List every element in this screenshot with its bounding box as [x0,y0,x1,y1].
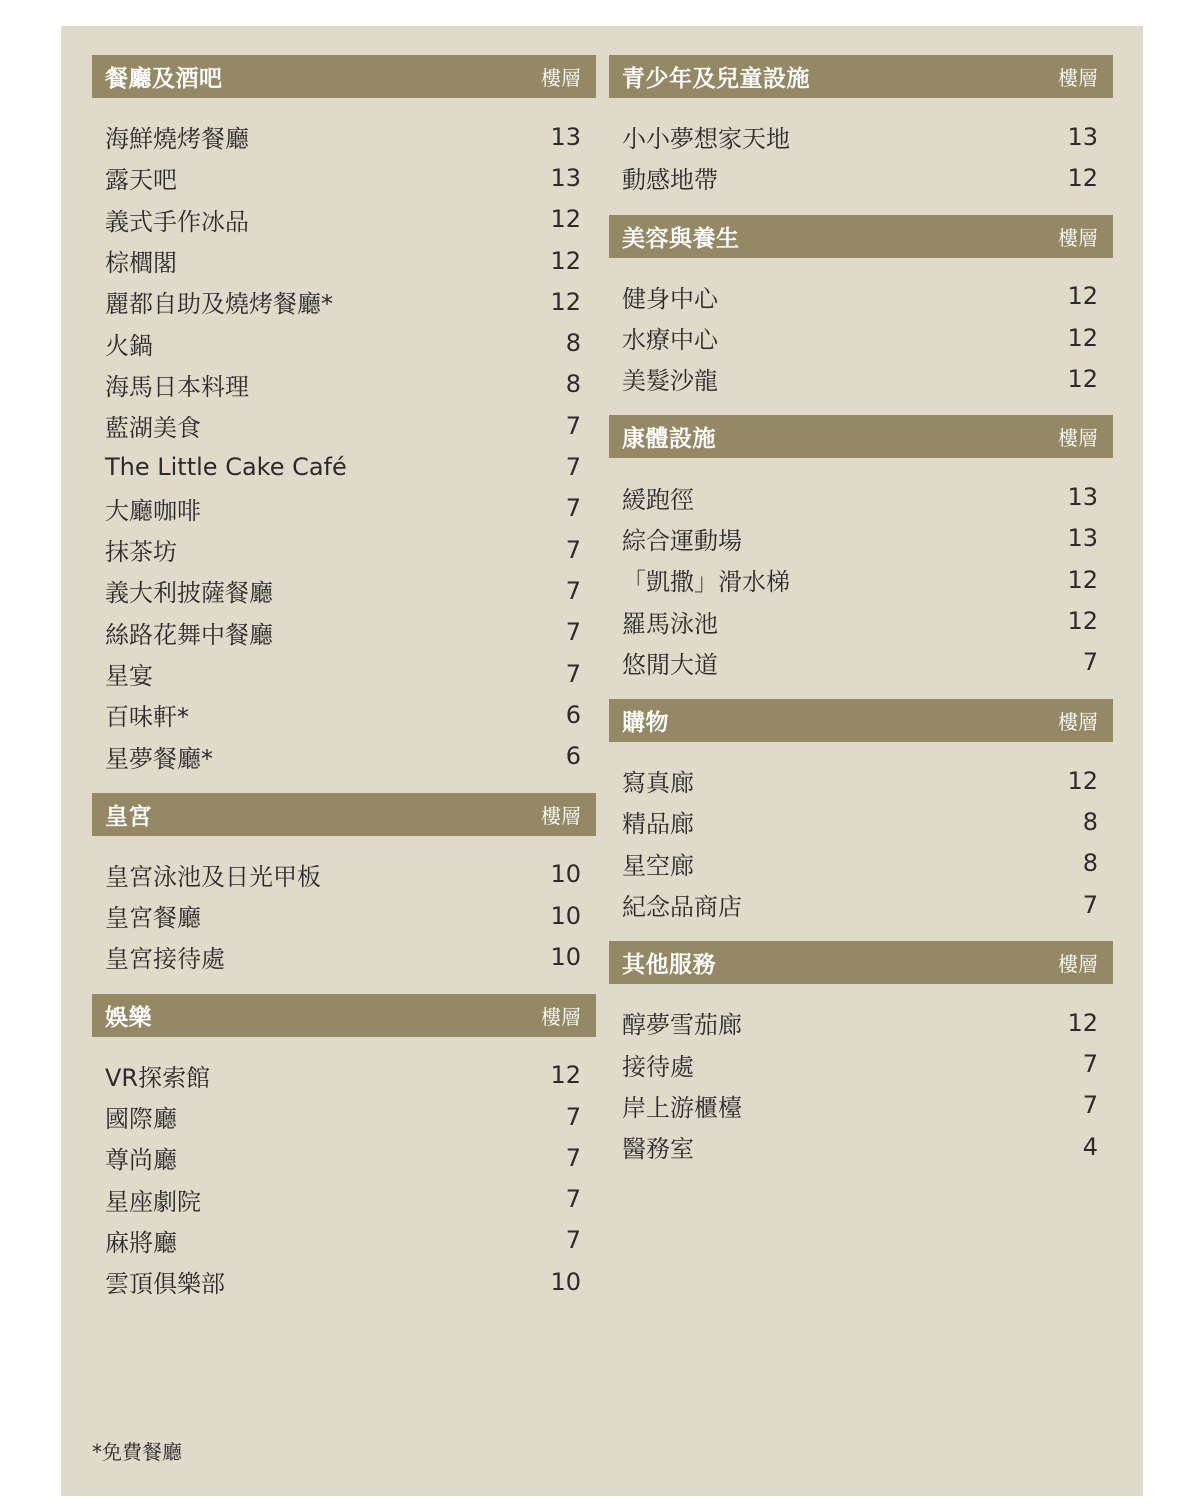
item-name: 綜合運動場 [622,526,742,555]
item-floor: 7 [565,535,581,564]
item-floor: 12 [550,1061,581,1090]
item-name: 絲路花舞中餐廳 [105,620,273,649]
item-floor: 7 [565,618,581,647]
floor-column-label: 樓層 [541,803,581,828]
item-floor: 12 [1067,766,1098,795]
list-item [105,446,581,487]
item-floor: 7 [1082,1050,1098,1079]
item-name: 麗都自助及燒烤餐廳* [105,290,333,319]
item-floor: 12 [1067,565,1098,594]
item-name: 百味軒* [105,703,189,732]
list-item [622,884,1098,925]
list-item [105,1096,581,1137]
list-item [622,157,1098,198]
item-name: 麻將廳 [105,1228,177,1257]
list-item [105,854,581,895]
floor-column-label: 樓層 [1058,426,1098,451]
item-floor: 12 [550,205,581,234]
item-floor: 10 [550,942,581,971]
item-name: 星夢餐廳* [105,744,213,773]
item-name: 雲頂俱樂部 [105,1270,225,1299]
list-item [105,895,581,936]
section-header [609,215,1113,258]
list-item [105,199,581,240]
list-item [105,1261,581,1302]
item-floor: 7 [565,1143,581,1172]
left-section-0 [92,55,596,777]
item-floor: 7 [565,494,581,523]
item-floor: 13 [1067,122,1098,151]
item-name: 醇夢雪茄廊 [622,1011,742,1040]
item-floor: 7 [565,659,581,688]
section-header [609,55,1113,98]
list-item [622,1085,1098,1126]
item-name: 星宴 [105,662,153,690]
right-column [609,55,1113,1183]
item-list [609,458,1113,682]
list-item [622,642,1098,683]
item-floor: 7 [565,453,581,482]
list-item [105,281,581,322]
section-header [92,994,596,1037]
floor-column-label: 樓層 [1058,952,1098,977]
list-item [622,358,1098,399]
item-floor: 6 [565,700,581,729]
list-item [105,529,581,570]
list-item [622,317,1098,358]
section-header [609,941,1113,984]
list-item [622,600,1098,641]
item-name: VR探索館 [105,1063,211,1092]
item-name: 美髮沙龍 [622,367,718,396]
right-section-0 [609,55,1113,199]
right-section-4 [609,941,1113,1167]
item-floor: 12 [1067,1008,1098,1037]
right-section-2 [609,415,1113,682]
list-item [622,116,1098,157]
item-name: 義式手作冰品 [105,207,249,236]
item-name: 火鍋 [105,331,153,360]
list-item [622,276,1098,317]
item-name: 動感地帶 [622,166,718,195]
item-name: 義大利披薩餐廳 [105,579,273,608]
list-item [622,760,1098,801]
list-item [105,570,581,611]
item-name: 小小夢想家天地 [622,125,790,154]
item-floor: 13 [1067,483,1098,512]
directory-panel [61,26,1143,1496]
item-name: 皇宮泳池及日光甲板 [105,862,321,891]
list-item [105,1055,581,1096]
item-name: 岸上游櫃檯 [622,1093,742,1122]
list-item [622,518,1098,559]
item-name: 接待處 [622,1052,694,1081]
list-item [105,364,581,405]
item-floor: 12 [1067,323,1098,352]
floor-column-label: 樓層 [1058,66,1098,90]
item-name: 抹茶坊 [105,538,177,567]
list-item [105,116,581,157]
item-name: 棕櫚閣 [105,249,177,278]
item-name: The Little Cake Café [105,453,347,482]
item-floor: 6 [565,742,581,771]
item-list [92,1037,596,1303]
floor-column-label: 樓層 [1058,709,1098,734]
list-item [622,476,1098,517]
item-name: 寫真廊 [622,769,694,798]
section-title: 其他服務 [622,952,716,979]
section-title: 購物 [622,709,669,736]
item-floor: 7 [565,411,581,440]
item-floor: 12 [550,246,581,275]
section-header [92,55,596,98]
item-name: 皇宮餐廳 [105,904,201,933]
item-floor: 12 [1067,282,1098,311]
item-name: 悠閒大道 [622,650,718,679]
item-list [609,258,1113,400]
list-item [105,936,581,977]
floor-column-label: 樓層 [541,1004,581,1029]
footnote: *免費餐廳 [92,1440,182,1464]
section-title: 青少年及兒童設施 [622,66,810,92]
list-item [105,694,581,735]
section-title: 娛樂 [105,1004,152,1031]
item-name: 藍湖美食 [105,414,201,443]
list-item [105,653,581,694]
floor-column-label: 樓層 [541,66,581,90]
section-header [609,415,1113,458]
section-title: 美容與養生 [622,225,740,252]
item-floor: 13 [550,163,581,192]
item-name: 海鮮燒烤餐廳 [105,125,249,154]
list-item [622,1126,1098,1167]
item-name: 國際廳 [105,1105,177,1134]
list-item [105,157,581,198]
list-item [105,322,581,363]
left-column [92,55,596,1318]
item-list [92,98,596,777]
item-floor: 7 [1082,1091,1098,1120]
item-list [609,984,1113,1167]
list-item [105,240,581,281]
left-section-2 [92,994,596,1303]
item-floor: 12 [1067,607,1098,636]
section-title: 餐廳及酒吧 [105,66,223,92]
section-header [609,699,1113,742]
item-floor: 10 [550,901,581,930]
right-section-3 [609,699,1113,925]
list-item [622,801,1098,842]
list-item [105,735,581,776]
floor-column-label: 樓層 [1058,225,1098,250]
right-section-1 [609,215,1113,400]
item-floor: 7 [565,1226,581,1255]
item-name: 大廳咖啡 [105,496,201,525]
item-floor: 7 [565,576,581,605]
item-name: 皇宮接待處 [105,945,225,974]
item-name: 紀念品商店 [622,893,742,921]
section-title: 康體設施 [622,426,716,453]
item-name: 羅馬泳池 [622,609,718,638]
list-item [105,1137,581,1178]
item-floor: 8 [565,370,581,399]
item-floor: 13 [550,122,581,151]
item-name: 健身中心 [622,284,718,313]
item-floor: 12 [1067,163,1098,192]
item-name: 星座劇院 [105,1187,201,1216]
list-item [622,559,1098,600]
item-floor: 12 [550,287,581,316]
list-item [105,1179,581,1220]
list-item [622,1043,1098,1084]
item-floor: 8 [1082,807,1098,836]
item-list [609,742,1113,925]
item-floor: 10 [550,1267,581,1296]
list-item [622,843,1098,884]
item-floor: 8 [565,329,581,358]
item-floor: 7 [565,1102,581,1131]
list-item [622,1002,1098,1043]
item-list [609,98,1113,199]
item-name: 尊尚廳 [105,1146,177,1175]
item-name: 醫務室 [622,1135,694,1164]
item-name: 「凱撒」滑水梯 [622,568,790,597]
item-floor: 4 [1082,1132,1098,1161]
list-item [105,612,581,653]
item-name: 星空廊 [622,851,694,880]
item-floor: 7 [1082,890,1098,919]
item-floor: 12 [1067,364,1098,393]
item-floor: 13 [1067,524,1098,553]
item-name: 水療中心 [622,326,718,355]
item-list [92,836,596,978]
item-name: 精品廊 [622,810,694,839]
section-header [92,793,596,836]
item-floor: 7 [565,1185,581,1214]
item-name: 海馬日本料理 [105,372,249,401]
left-section-1 [92,793,596,978]
list-item [105,405,581,446]
item-name: 露天吧 [105,166,177,195]
list-item [105,1220,581,1261]
item-floor: 7 [1082,648,1098,677]
section-title: 皇宮 [105,803,152,830]
item-floor: 8 [1082,849,1098,878]
item-floor: 10 [550,860,581,889]
item-name: 緩跑徑 [622,485,694,514]
list-item [105,488,581,529]
